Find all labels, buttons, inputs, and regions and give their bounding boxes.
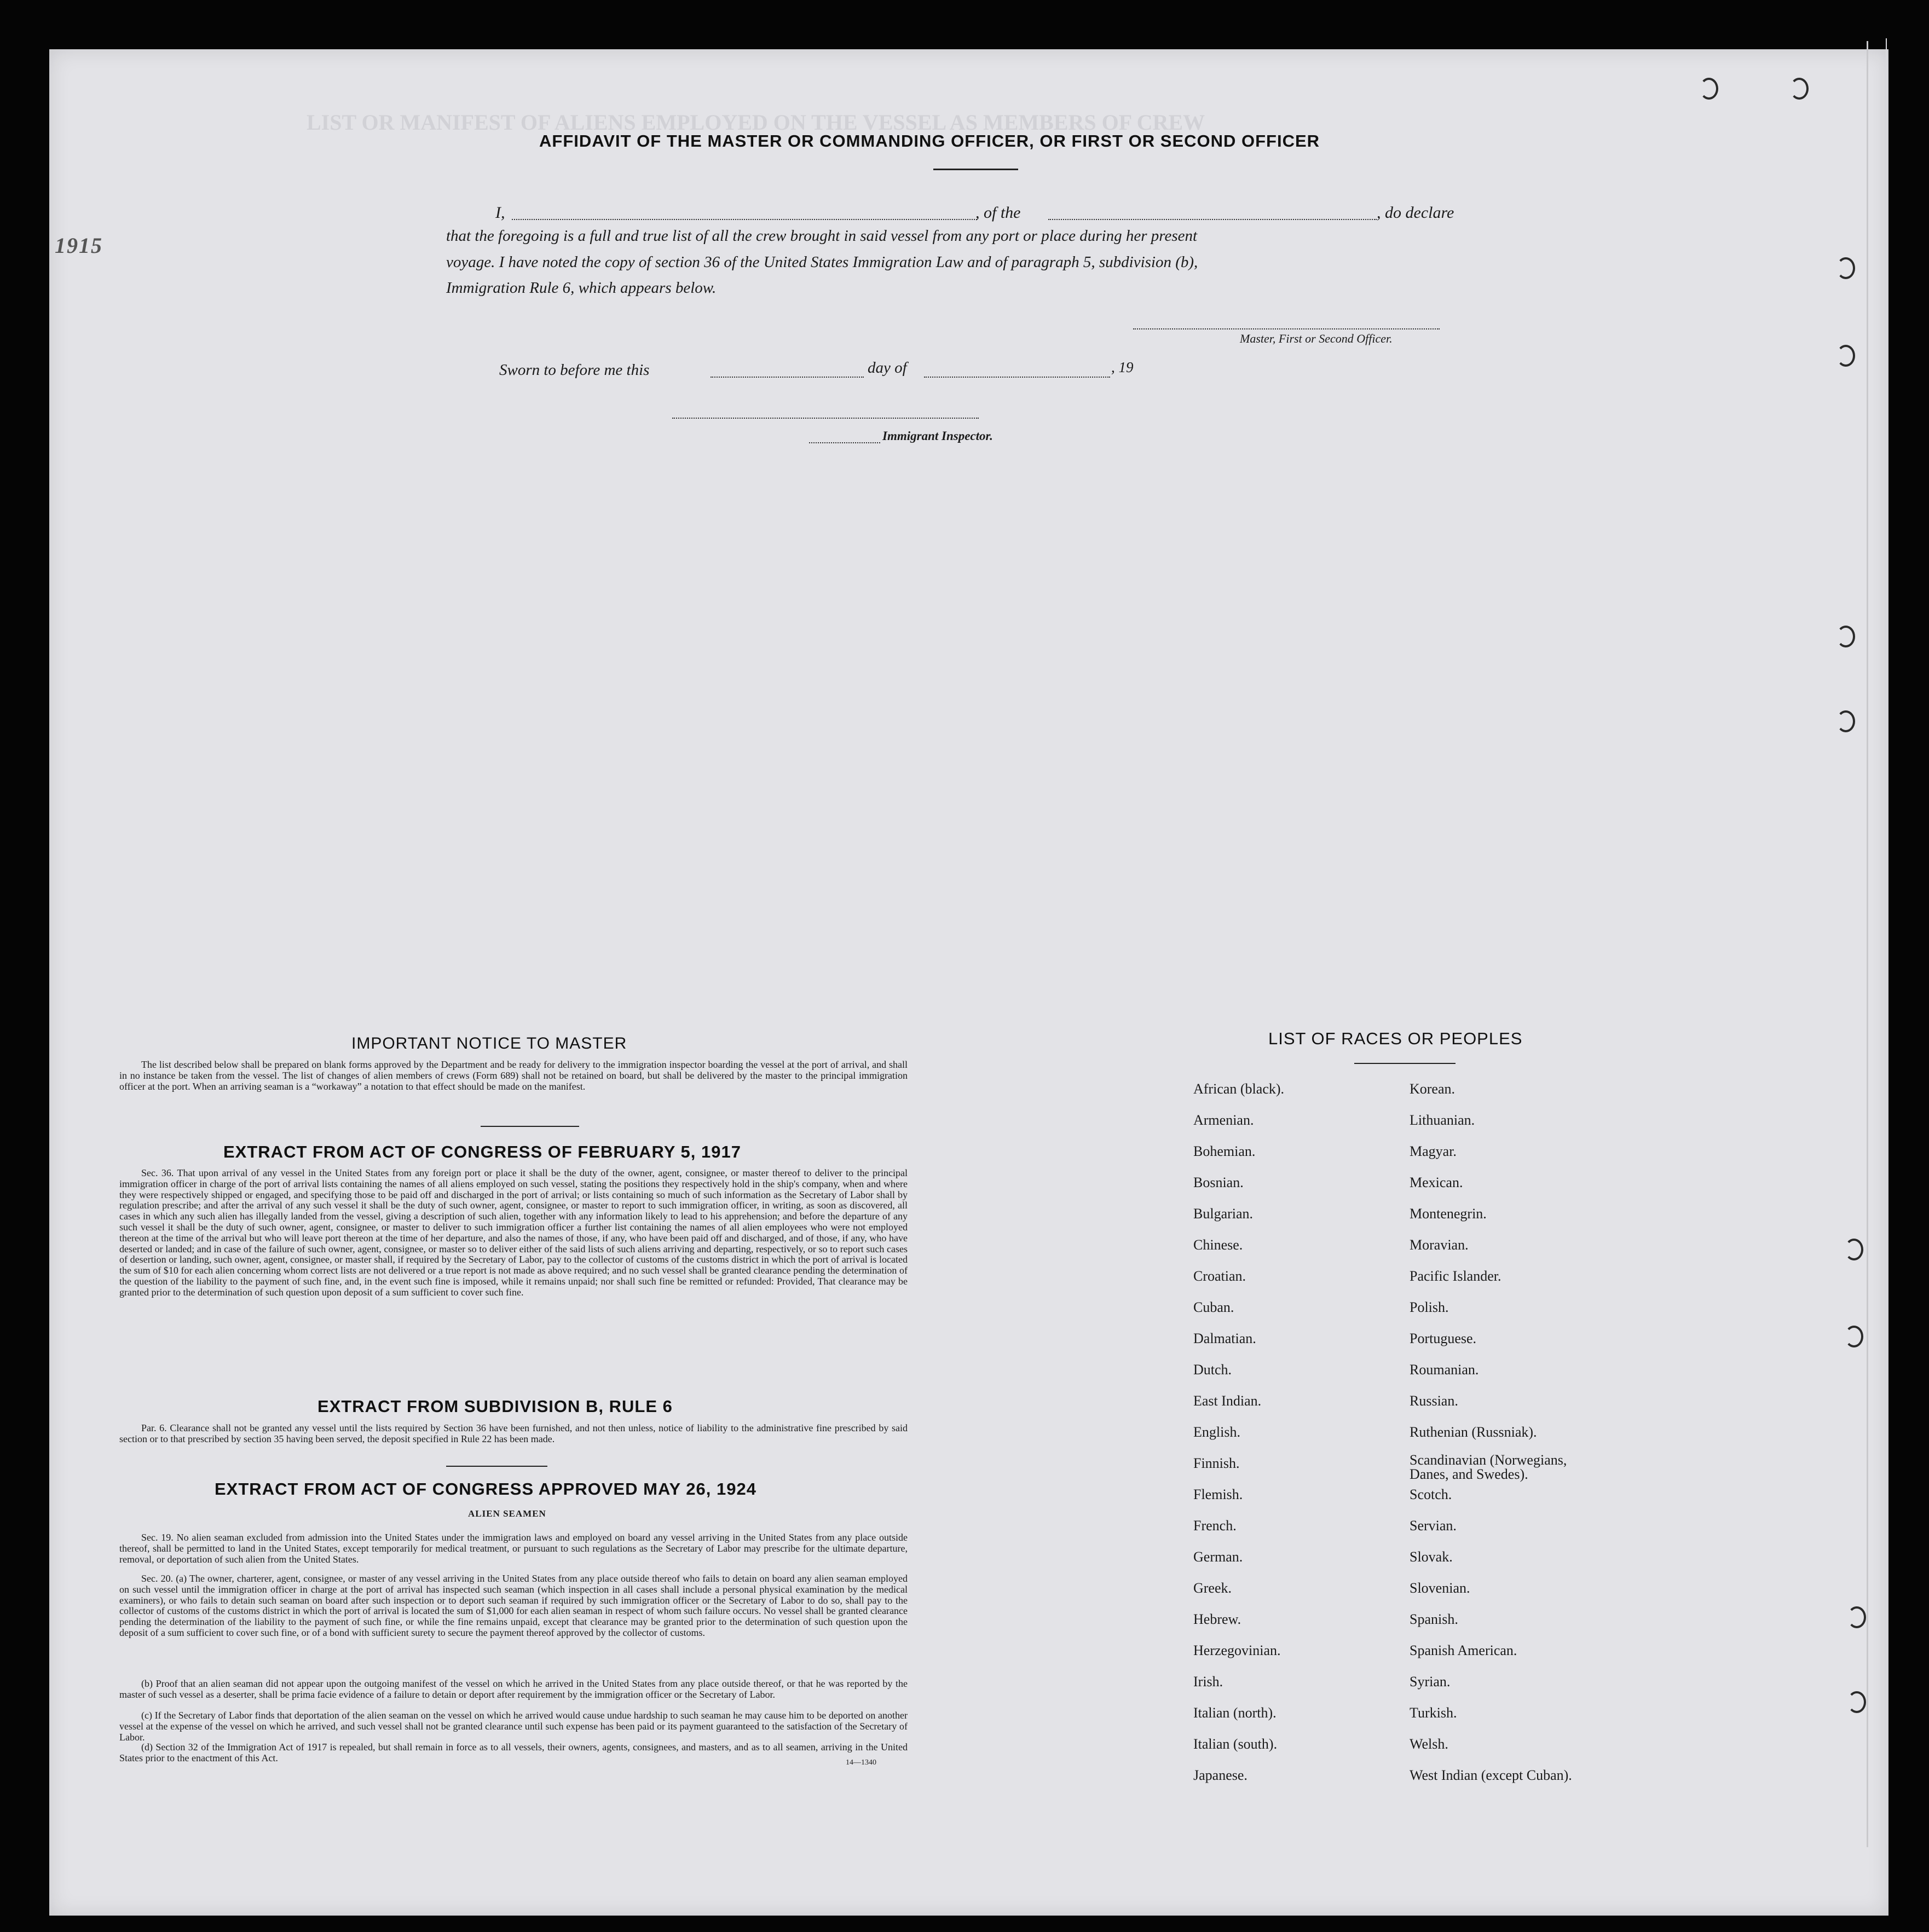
race-item: Greek.	[1193, 1580, 1232, 1596]
race-item: Montenegrin.	[1410, 1206, 1487, 1222]
extract-rule6-body: Par. 6. Clearance shall not be granted any vessel until the lists required by Section 36 have been furnished, and not then unless, notice of liability to the administrative fine prescribed by said section or to that prescribed by section 35 having been served, the deposit specified in Rule 22 has been made.	[119, 1422, 908, 1444]
punch-hole	[1836, 710, 1855, 732]
race-item: Scandinavian (Norwegians, Danes, and Swedes).	[1410, 1452, 1567, 1482]
day-blank[interactable]	[711, 377, 864, 378]
race-item: Irish.	[1193, 1674, 1223, 1690]
extract-1924-sec20a: Sec. 20. (a) The owner, charterer, agent, consignee, or master of any vessel arriving in the United States from any place outside thereof who fails to detain on board any alien seaman employed on such vessel until the immigration officer in charge at the port of arrival has inspected such seaman (which inspection in all cases shall include a personal physical examination by the medical examiners), or who fails to detain such seaman on board after such inspection or to deport such seaman if required by such immigration officer or the Secretary of Labor to do so, shall pay to the collector of customs of the customs district in which the port of arrival is located the sum of $1,000 for each alien seaman in respect of whom such failure occurs. No vessel shall be granted clearance pending the determination of the liability to the payment of such fine, or while the fine remains unpaid, except that clearance may be granted prior to the determination of such question upon the deposit of a sum sufficient to cover such fine, or of a bond with sufficient surety to secure the payment thereof approved by the collector of customs.	[119, 1573, 908, 1638]
year-prefix: , 19	[1111, 359, 1134, 375]
race-item: English.	[1193, 1424, 1240, 1440]
race-item: Mexican.	[1410, 1175, 1463, 1190]
race-item: Scotch.	[1410, 1486, 1452, 1502]
master-signature-line[interactable]	[1133, 328, 1440, 329]
race-item: Syrian.	[1410, 1674, 1451, 1690]
extract-1924-sec19: Sec. 19. No alien seaman excluded from admission into the United States under the immigration laws and employed on board any vessel arriving in the United States from any place outside thereof, shall be permitted to land in the United States, except temporarily for medical treatment, or pursuant to such regulations as the Secretary of Labor may prescribe for the ultimate departure, removal, or deportation of such alien from the United States.	[119, 1532, 908, 1565]
punch-hole	[1836, 626, 1855, 647]
race-item: Chinese.	[1193, 1237, 1243, 1253]
punch-hole	[1700, 78, 1718, 100]
master-signature-label: Master, First or Second Officer.	[1240, 332, 1393, 345]
extract-1924-sec20b: (b) Proof that an alien seaman did not appear upon the outgoing manifest of the vessel on which he arrived in the United States from any place outside thereof, or that he was reported by the master of such vessel as a deserter, shall be prima facie evidence of a failure to detain or deport after requirement by the immigration officer or the Secretary of Labor.	[119, 1678, 908, 1700]
race-item: Italian (north).	[1193, 1705, 1277, 1721]
punch-hole	[1847, 1606, 1866, 1628]
affidavit-of-the: , of the	[975, 204, 1021, 222]
race-item: Welsh.	[1410, 1736, 1448, 1752]
race-item: Bulgarian.	[1193, 1206, 1254, 1222]
races-title: LIST OF RACES OR PEOPLES	[1268, 1029, 1523, 1048]
race-item: Japanese.	[1193, 1767, 1248, 1783]
form-number: 14—1340	[846, 1759, 876, 1767]
vessel-blank[interactable]	[1048, 219, 1377, 220]
race-item: East Indian.	[1193, 1393, 1262, 1409]
page-edge	[1867, 41, 1868, 1847]
page-number-mark: 1915	[55, 233, 103, 258]
page-edge	[1886, 38, 1887, 1844]
affidavit-title: AFFIDAVIT OF THE MASTER OR COMMANDING OFFICER, OR FIRST OR SECOND OFFICER	[539, 131, 1320, 151]
punch-hole	[1836, 257, 1855, 279]
race-item: Pacific Islander.	[1410, 1268, 1501, 1284]
race-item: Hebrew.	[1193, 1611, 1241, 1627]
race-item: Armenian.	[1193, 1112, 1254, 1128]
extract-1924-sec20d: (d) Section 32 of the Immigration Act of 1917 is repealed, but shall remain in force as to all vessels, their owners, agents, consignees, and masters, and as to all seamen, arriving in the United States prior to the enactment of this Act.	[119, 1742, 908, 1763]
race-item: Cuban.	[1193, 1299, 1234, 1315]
divider	[446, 1466, 547, 1467]
race-item: French.	[1193, 1518, 1237, 1534]
race-item: Korean.	[1410, 1081, 1456, 1097]
race-item: Russian.	[1410, 1393, 1458, 1409]
affidavit-i: I,	[495, 204, 505, 222]
notice-title: IMPORTANT NOTICE TO MASTER	[351, 1034, 627, 1052]
race-item: Ruthenian (Russniak).	[1410, 1424, 1537, 1440]
extract-1917-body: Sec. 36. That upon arrival of any vessel in the United States from any foreign port or place it shall be the duty of the owner, agent, consignee, or master thereof to deliver to the principal immigration officer in charge of the port of arrival lists containing the names of all aliens employed on such vessel, stating the positions they respectively hold in the ship's company, when and where they were respectively shipped or engaged, and specifying those to be paid off and discharged in the port of arrival; or lists containing so much of such information as the Secretary of Labor shall by regulation prescribe; and after the arrival of any such vessel it shall be the duty of such owner, agent, consignee, or master to report to such immigration officer, in writing, as soon as discovered, all cases in which any such alien has illegally landed from the vessel, giving a description of such alien, together with any information likely to lead to his apprehension; and before the departure of any such vessel it shall be the duty of such owner, agent, consignee, or master to deliver to such immigration officer a further list containing the names of all alien employees who were not employed thereon at the time of the arrival but who will leave port thereon at the time of her departure, and also the names of those, if any, who have been paid off and discharged, and of those, if any, who have deserted or landed; and in case of the failure of such owner, agent, consignee, or master so to deliver either of the said lists of such aliens arriving and departing, respectively, or so to report such cases of desertion or landing, such owner, agent, consignee, or master shall, if required by the Secretary of Labor, pay to the collector of customs of the customs district in which the port of arrival is located the sum of $10 for each alien concerning whom correct lists are not delivered or a true report is not made as above required; and no such vessel shall be granted clearance pending the determination of the question of the liability to the payment of such fine, and, in the event such fine is imposed, while it remains unpaid; nor shall such fine be remitted or refunded: Provided, That clearance may be granted prior to the determination of such question upon deposit of a sum sufficient to cover such fine.	[119, 1167, 908, 1298]
race-item: Bohemian.	[1193, 1143, 1256, 1159]
day-of-text: day of	[868, 359, 907, 377]
divider	[481, 1126, 579, 1127]
race-item: Slovak.	[1410, 1549, 1453, 1565]
race-item: Spanish.	[1410, 1611, 1458, 1627]
divider	[933, 169, 1018, 170]
race-item: German.	[1193, 1549, 1243, 1565]
race-item: Polish.	[1410, 1299, 1449, 1315]
bleed-through-text: LIST OR MANIFEST OF ALIENS EMPLOYED ON THE VESSEL AS MEMBERS OF CREW	[307, 110, 1205, 135]
affidavit-declare: , do declare	[1377, 204, 1454, 222]
race-item: Herzegovinian.	[1193, 1642, 1281, 1658]
inspector-label: Immigrant Inspector.	[882, 429, 993, 443]
notice-body: The list described below shall be prepared on blank forms approved by the Department and be ready for delivery to the immigration inspector boarding the vessel at the port of arrival, and shall in no instance be taken from the vessel. The list of changes of alien members of crews (Form 689) shall not be retained on board, but shall be delivered by the master to the principal immigration officer at the port. When an arriving seaman is a “workaway” a notation to that effect should be made on the manifest.	[119, 1059, 908, 1092]
race-item: Roumanian.	[1410, 1362, 1479, 1378]
race-item: West Indian (except Cuban).	[1410, 1767, 1572, 1783]
race-item: Dutch.	[1193, 1362, 1232, 1378]
race-item: Lithuanian.	[1410, 1112, 1475, 1128]
extract-1917-title: EXTRACT FROM ACT OF CONGRESS OF FEBRUARY 5, 1917	[223, 1142, 741, 1161]
sworn-to-text: Sworn to before me this	[499, 361, 650, 379]
inspector-signature-line[interactable]	[672, 418, 979, 419]
month-blank[interactable]	[924, 377, 1110, 378]
race-item: Servian.	[1410, 1518, 1457, 1534]
race-item: Magyar.	[1410, 1143, 1457, 1159]
affidavit-text: voyage. I have noted the copy of section 36 of the United States Immigration Law and of paragraph 5, subdivision (b),	[446, 253, 1198, 271]
extract-rule6-title: EXTRACT FROM SUBDIVISION B, RULE 6	[317, 1397, 673, 1416]
race-item: Slovenian.	[1410, 1580, 1470, 1596]
inspector-signature-line[interactable]	[809, 442, 880, 443]
punch-hole	[1836, 345, 1855, 367]
affidavit-text: Immigration Rule 6, which appears below.	[446, 279, 717, 297]
divider	[1354, 1063, 1456, 1064]
punch-hole	[1845, 1239, 1863, 1260]
race-item: Turkish.	[1410, 1705, 1457, 1721]
race-item: Italian (south).	[1193, 1736, 1278, 1752]
race-item: Flemish.	[1193, 1486, 1243, 1502]
punch-hole	[1847, 1691, 1866, 1713]
race-item: Spanish American.	[1410, 1642, 1517, 1658]
race-item: Croatian.	[1193, 1268, 1246, 1284]
race-item: African (black).	[1193, 1081, 1285, 1097]
race-item: Portuguese.	[1410, 1331, 1477, 1346]
punch-hole	[1845, 1326, 1863, 1347]
punch-hole	[1790, 78, 1809, 100]
extract-1924-subtitle: ALIEN SEAMEN	[468, 1508, 546, 1519]
race-item: Dalmatian.	[1193, 1331, 1256, 1346]
name-blank[interactable]	[512, 219, 977, 220]
extract-1924-title: EXTRACT FROM ACT OF CONGRESS APPROVED MAY 26, 1924	[215, 1479, 756, 1499]
race-item: Bosnian.	[1193, 1175, 1244, 1190]
extract-1924-sec20c: (c) If the Secretary of Labor finds that deportation of the alien seaman on the vessel on which he arrived would cause undue hardship to such seaman he may cause him to be deported on another vessel at the expense of the vessel on which he arrived, and such vessel shall not be granted clearance until such expense has been paid or its payment guaranteed to the satisfaction of the Secretary of Labor.	[119, 1710, 908, 1743]
affidavit-text: that the foregoing is a full and true list of all the crew brought in said vessel from any port or place during her present	[446, 227, 1198, 245]
race-item: Moravian.	[1410, 1237, 1469, 1253]
race-item: Finnish.	[1193, 1455, 1240, 1471]
